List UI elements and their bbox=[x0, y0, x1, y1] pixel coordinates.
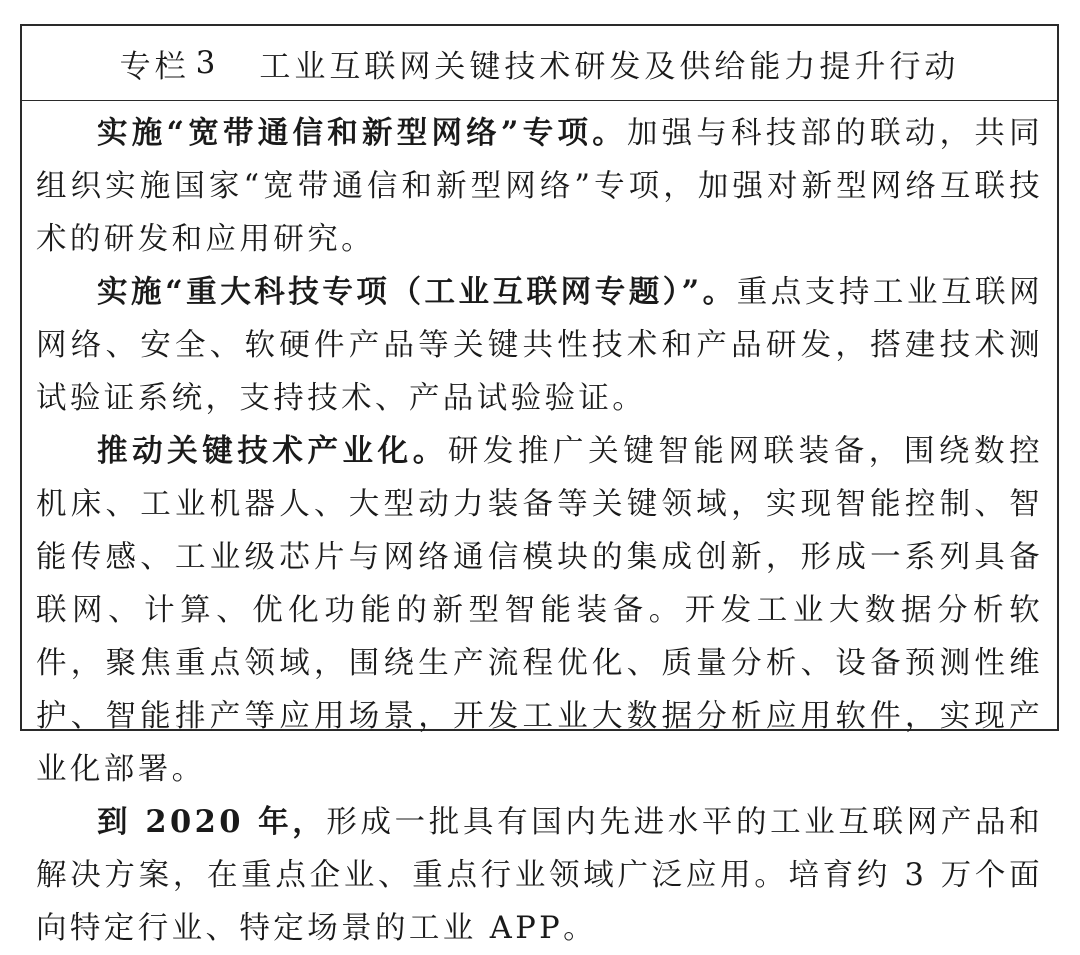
title-number: 3 bbox=[195, 45, 220, 81]
paragraph-lead: 实施“重大科技专项（工业互联网专题）”。 bbox=[97, 274, 737, 310]
paragraph-text: 研发推广关键智能网联装备，围绕数控机床、工业机器人、大型动力装备等关键领域，实现智能控制、智能传感、工业级芯片与网络通信模块的集成创新，形成一系列具备联网、计算、优化功能的新型智能装备。开发工业大数据分析软件，聚焦重点领域，围绕生产流程优化、质量分析、设备预测性维护、智能排产等应用场景，开发工业大数据分析应用软件，实现产业化部署。 bbox=[36, 434, 1043, 787]
paragraph-text: 加强与科技部的联动，共同组织实施国家“宽带通信和新型网络”专项，加强对新型网络互联技术的研发和应用研究。 bbox=[36, 116, 1043, 257]
column-box bbox=[20, 24, 1059, 946]
paragraph-major-project bbox=[36, 266, 1043, 425]
paragraph-text: 重点支持工业互联网网络、安全、软硬件产品等关键共性技术和产品研发，搭建技术测试验证系统，支持技术、产品试验验证。 bbox=[36, 275, 1043, 416]
paragraph-lead: 推动关键技术产业化。 bbox=[97, 433, 448, 469]
paragraph-2020-goal bbox=[36, 796, 1043, 955]
paragraph-industrialization bbox=[36, 425, 1043, 796]
box-title-bar bbox=[22, 26, 1057, 101]
box-body bbox=[22, 101, 1057, 955]
paragraph-text: 形成一批具有国内先进水平的工业互联网产品和解决方案，在重点企业、重点行业领域广泛应用。培育约 3 万个面向特定行业、特定场景的工业 APP。 bbox=[36, 805, 1043, 946]
paragraph-broadband bbox=[36, 107, 1043, 266]
box-title: 工业互联网关键技术研发及供给能力提升行动 bbox=[259, 48, 960, 85]
paragraph-lead: 到 2020 年， bbox=[97, 804, 327, 840]
paragraph-lead: 实施“宽带通信和新型网络”专项。 bbox=[97, 115, 627, 151]
title-prefix: 专栏 bbox=[119, 48, 190, 85]
